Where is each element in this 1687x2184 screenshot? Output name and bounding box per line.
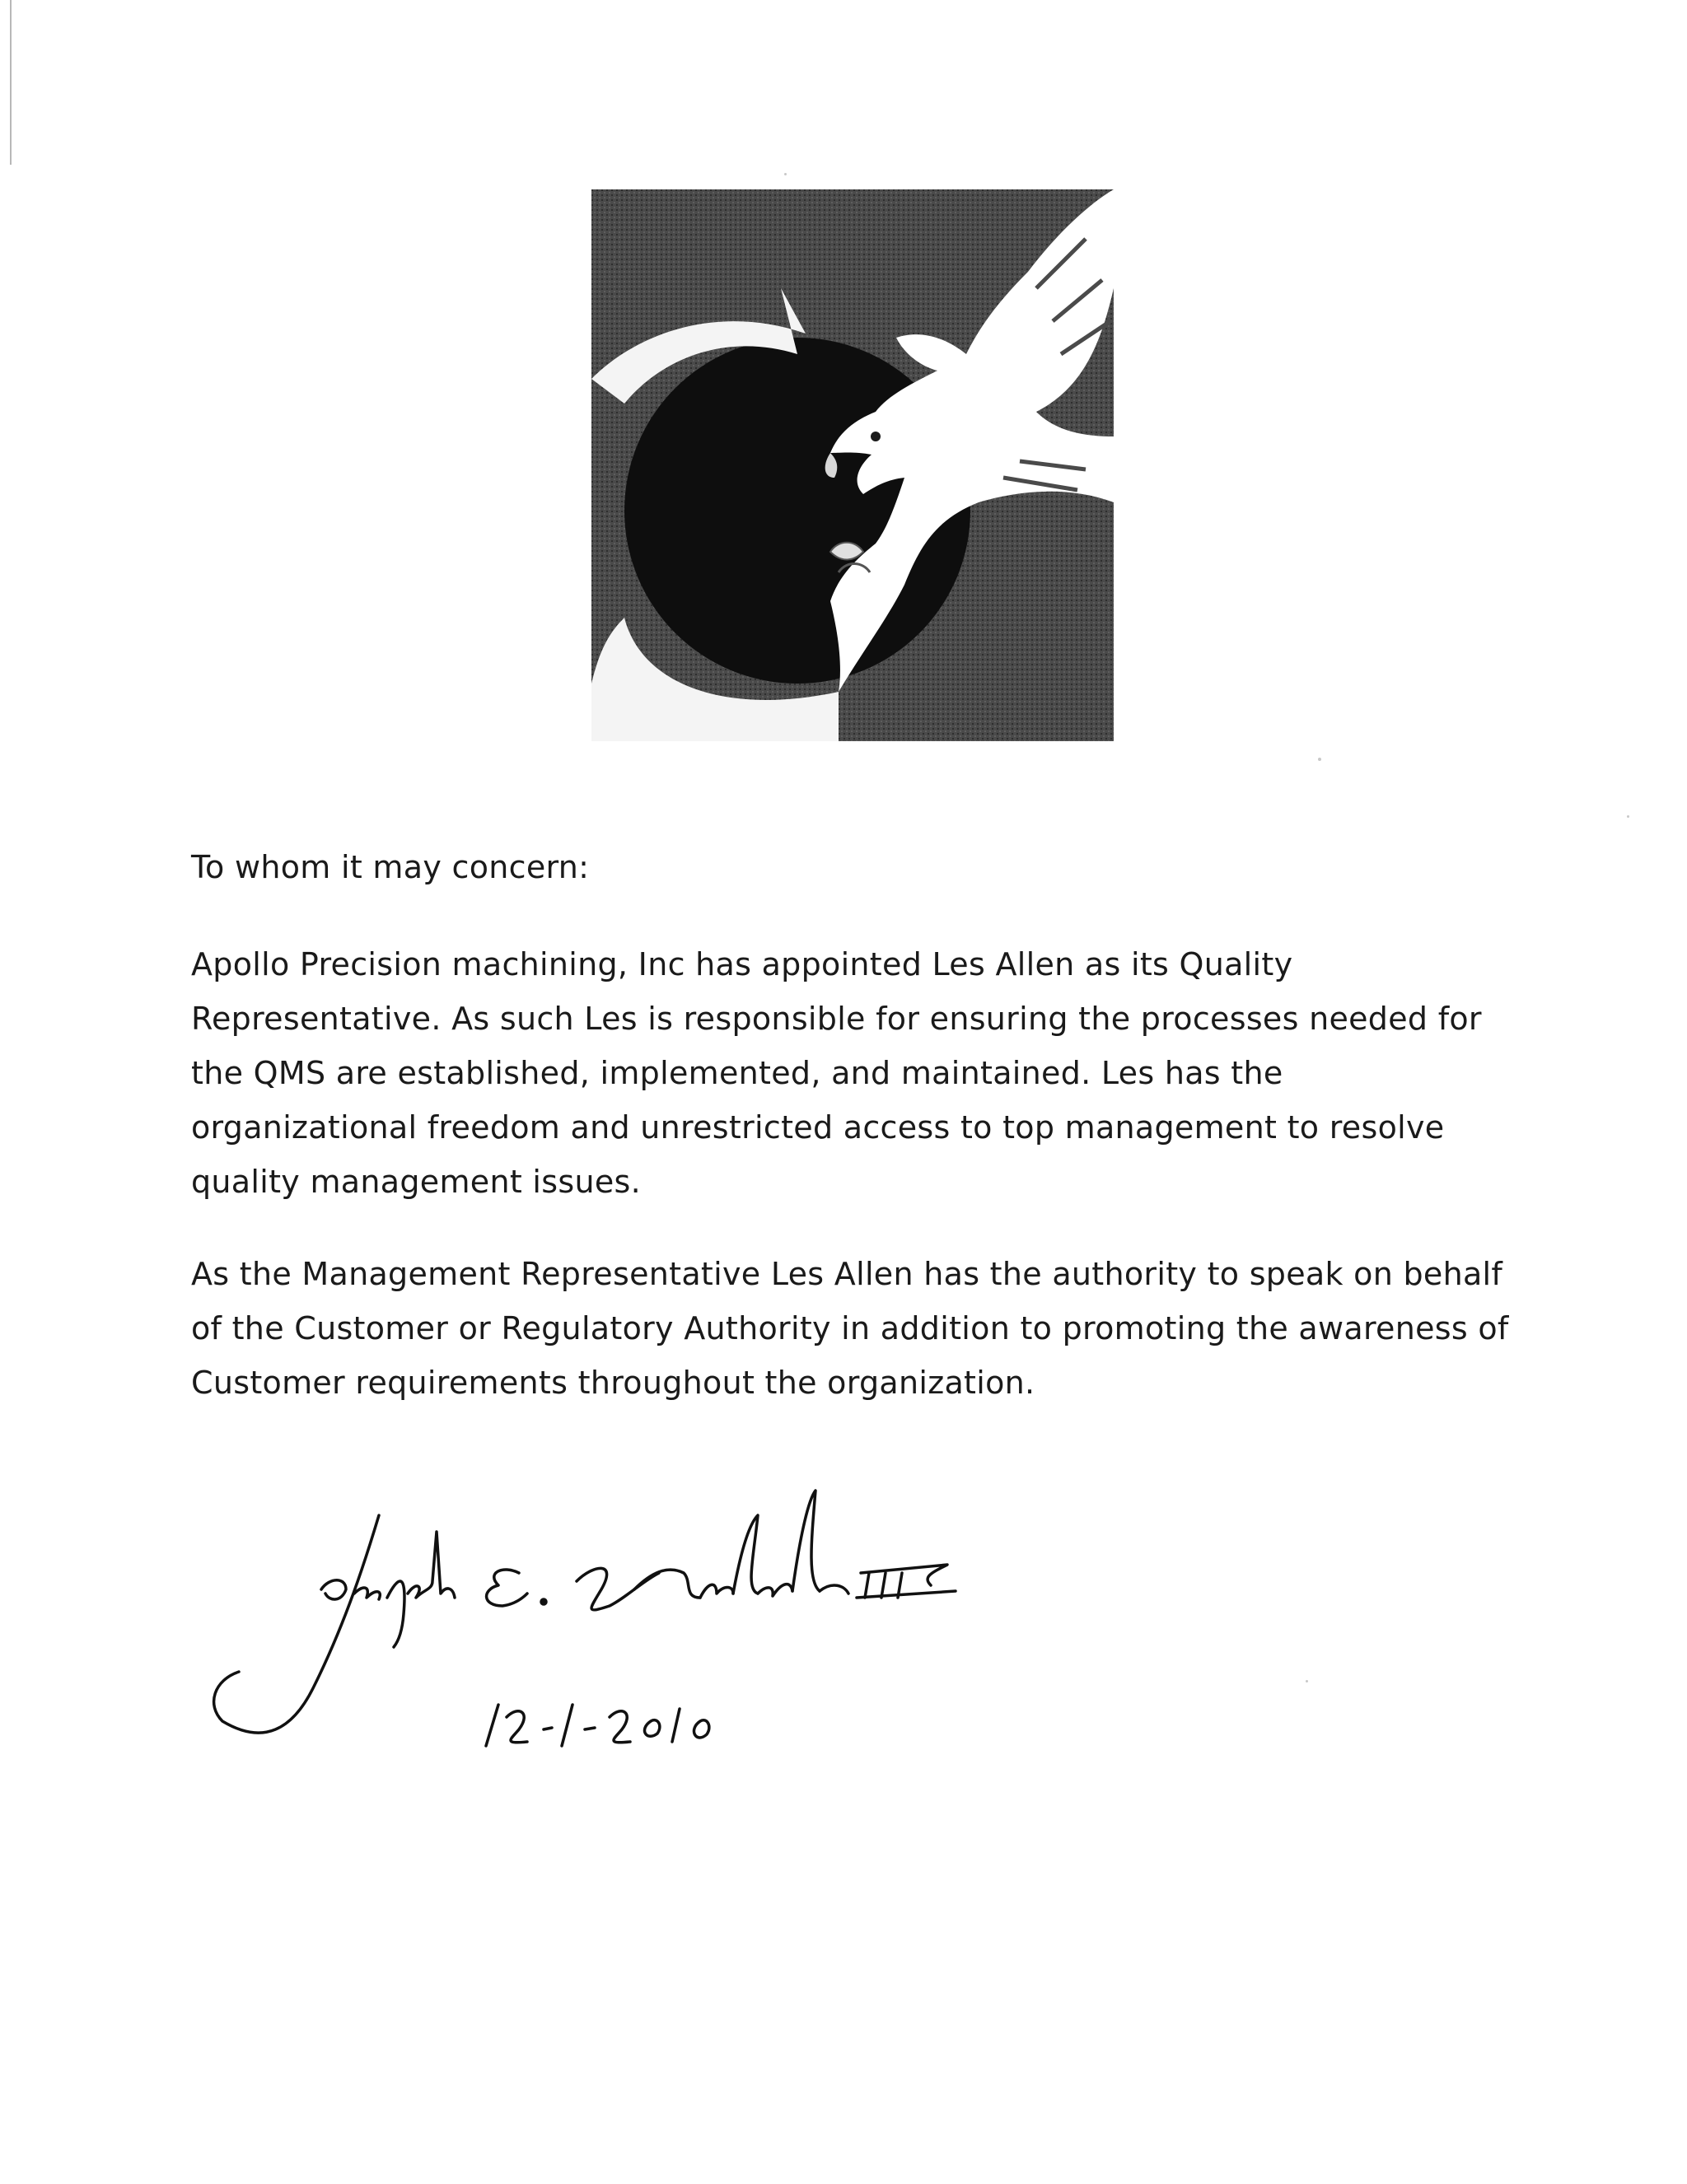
scan-speck [784, 173, 787, 175]
letter-body [191, 840, 1509, 1448]
handwritten-signature [206, 1482, 1030, 1771]
scan-edge-line [10, 0, 12, 165]
body-paragraph-authority: As the Management Representative Les Allen has the authority to speak on behalf of the Customer or Regulatory Authority in addition to promoting the awareness of Customer requirements throughout the organization. [191, 1256, 1509, 1401]
company-logo [591, 189, 1114, 741]
scan-speck [1306, 1680, 1308, 1682]
body-paragraph-appointment: Apollo Precision machining, Inc has appointed Les Allen as its Quality Representative. As such Les is responsible for ensuring the processes needed for the QMS are established, implemented, and maintained. Les has the organizational freedom and unrestricted access to top management to resolve quality management issues. [191, 946, 1482, 1200]
scan-speck [1627, 815, 1629, 818]
signature-icon [206, 1482, 1030, 1771]
scan-speck [1318, 758, 1321, 761]
eagle-arc-icon [591, 189, 1114, 741]
salutation: To whom it may concern: [191, 849, 590, 885]
